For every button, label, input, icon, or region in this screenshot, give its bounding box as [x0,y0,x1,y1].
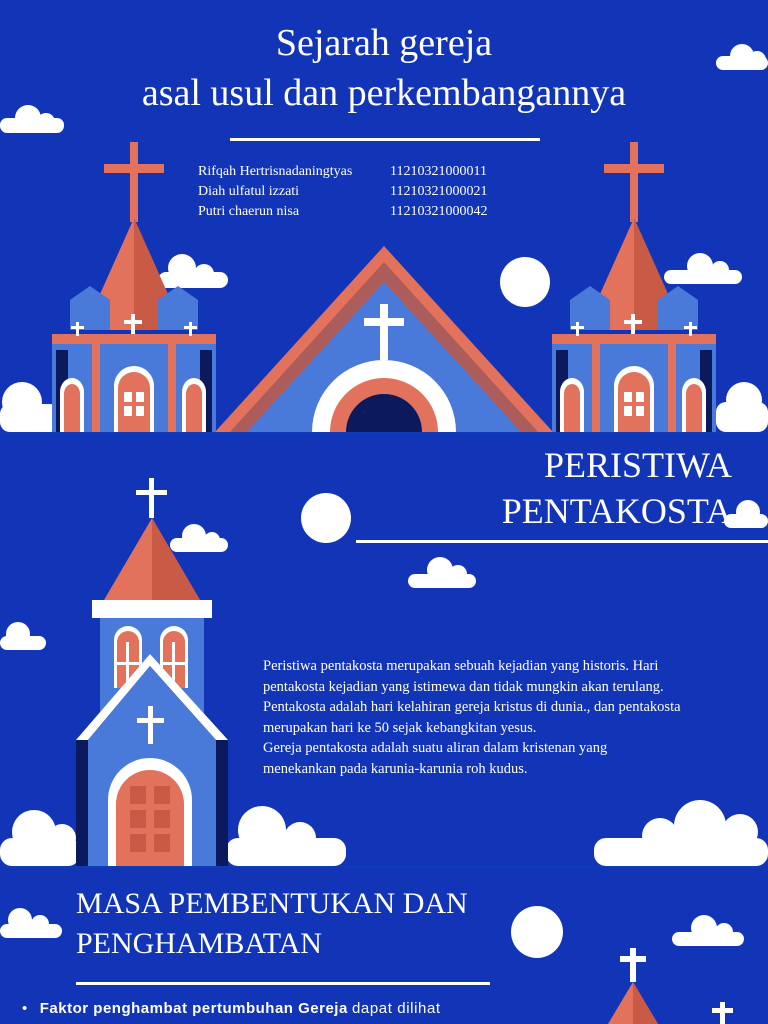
bullet-item [22,999,441,1019]
author-nim: 11210321000011 [390,164,487,179]
bullet-bold-text: Faktor penghambat pertumbuhan Gereja [39,1000,348,1017]
heading-divider [356,540,768,543]
bullet-icon: • [22,1000,36,1017]
author-name: Diah ulfatul izzati [198,184,300,199]
paragraph: Peristiwa pentakosta merupakan sebuah kejadian yang historis. Hari pentakosta kejadian yang istimewa dan tidak mungkin akan terulang. [263,658,664,695]
slide-title [0,0,768,432]
slide-pentakosta [0,434,768,866]
church-tower-right [552,142,716,432]
body-text [263,656,683,779]
slide-title-heading [0,18,768,118]
paragraph: Pentakosta adalah hari kelahiran gereja kristus di dunia., dan pentakosta merupakan hari ke 50 sejak kebangkitan yesus. [263,699,681,736]
author-name: Putri chaerun nisa [198,204,300,219]
title-line-1: Sejarah gereja [275,22,493,64]
title-divider [230,138,540,141]
heading-divider [76,982,490,985]
author-row [198,162,487,182]
author-name: Rifqah Hertrisnadaningtyas [198,164,353,179]
author-list [198,162,487,222]
heading-line-2: PENTAKOSTA [501,491,732,531]
heading-line-1: MASA PEMBENTUKAN DAN [76,887,468,920]
author-row [198,182,487,202]
slide-masa-pembentukan [0,868,768,1024]
steeple [608,948,733,1024]
bullet-text: dapat dilihat [351,1000,441,1017]
paragraph: Gereja pentakosta adalah suatu aliran dalam kristenan yang menekankan pada karunia-karunia roh kudus. [263,740,608,777]
author-row [198,202,487,222]
heading-line-2: PENGHAMBATAN [76,927,322,960]
author-nim: 11210321000042 [390,204,488,219]
heading-line-1: PERISTIWA [544,445,732,485]
slide-heading [502,442,732,534]
title-line-2: asal usul dan perkembangannya [141,72,627,114]
author-nim: 11210321000021 [390,184,488,199]
slide-heading [76,884,468,964]
